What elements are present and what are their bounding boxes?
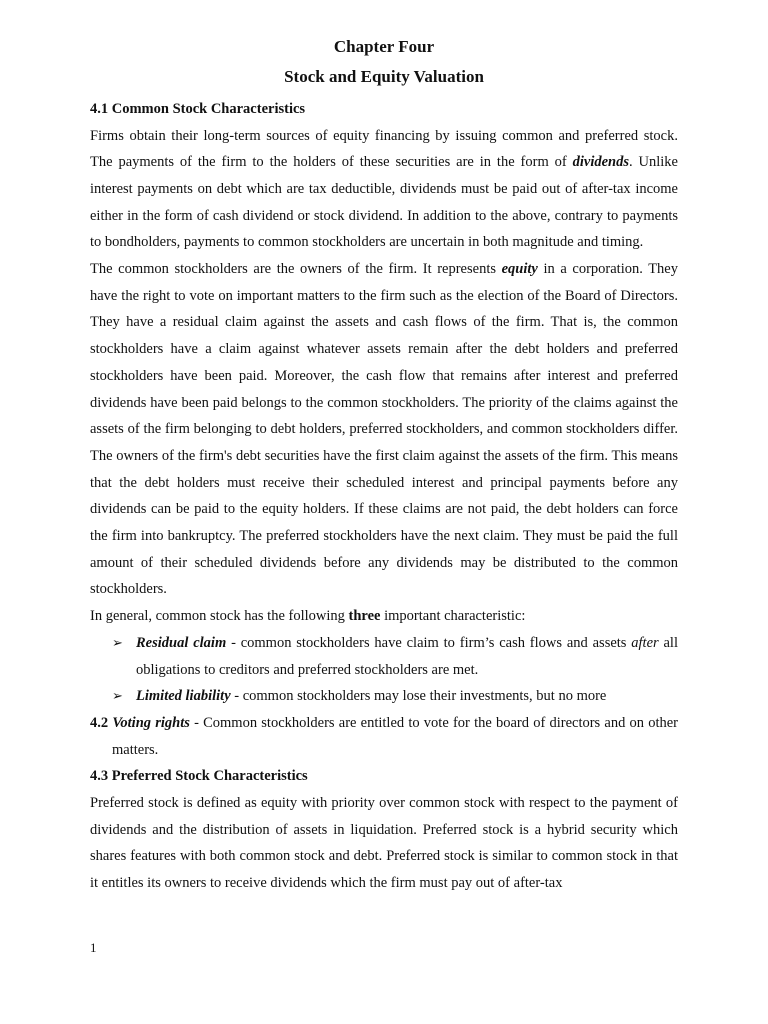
- arrow-bullet-icon: ➢: [112, 688, 123, 704]
- section-4-1-heading: 4.1 Common Stock Characteristics: [90, 101, 306, 117]
- paragraph-4: Preferred stock is defined as equity with priority over common stock with respect to the payment of dividends and the distribution of assets in liquidation. Preferred stock is a hybrid security which shares features with both common stock and debt. Preferred stock is similar to common stock in that it entitles its owners to receive dividends which the firm must pay out of after-tax: [90, 794, 678, 891]
- term-after: after: [631, 634, 659, 651]
- residual-claim-text-a: - common stockholders have claim to firm’s cash flows and assets: [226, 634, 632, 651]
- paragraph-1-text-c: . Unlike interest payments on debt which are tax deductible, dividends must be paid out of after-tax income either in the form of cash dividend or stock dividend. In addition to the above, contrary to payments to bondholders, payments to common stockholders are uncertain in both magnitude and timing.: [90, 154, 678, 251]
- list-item: [112, 683, 678, 710]
- term-equity: equity: [501, 261, 538, 278]
- term-residual-claim: Residual claim: [136, 634, 227, 651]
- term-three: three: [348, 608, 381, 625]
- page-number: 1: [90, 940, 97, 955]
- chapter-heading: Chapter Four: [333, 37, 435, 56]
- term-limited-liability: Limited liability: [136, 688, 231, 705]
- term-voting-rights: Voting rights: [112, 714, 190, 731]
- list-item: [112, 630, 678, 683]
- arrow-bullet-icon: ➢: [112, 634, 123, 650]
- paragraph-1-text-a: Firms obtain their long-term sources of equity financing by issuing common and preferred stock. The payments of the firm to the holders of these securities are in the form of: [90, 127, 678, 171]
- paragraph-3-text-c: important characteristic:: [380, 608, 526, 625]
- residual-claim-text-b: all obligations to creditors and preferred stockholders are met.: [136, 634, 678, 678]
- voting-rights-text: - Common stockholders are entitled to vote for the board of directors and on other matters.: [112, 714, 679, 758]
- term-dividends: dividends: [572, 154, 629, 171]
- paragraph-1: [90, 123, 678, 257]
- paragraph-3-text-a: In general, common stock has the following: [90, 608, 349, 625]
- section-4-3-heading: 4.3 Preferred Stock Characteristics: [90, 768, 308, 785]
- paragraph-2: [90, 256, 678, 603]
- characteristics-list: [90, 630, 678, 710]
- limited-liability-text: - common stockholders may lose their investments, but no more: [230, 688, 607, 705]
- chapter-title: Stock and Equity Valuation: [284, 67, 484, 86]
- section-4-2-paragraph: [90, 710, 678, 763]
- paragraph-2-text-a: The common stockholders are the owners of the firm. It represents: [90, 261, 502, 278]
- paragraph-3: [90, 603, 678, 630]
- paragraph-2-text-c: in a corporation. They have the right to vote on important matters to the firm such as the election of the Board of Directors. They have a residual claim against the assets and cash flows of the firm. That is, the common stockholders have a claim against whatever assets remain after the debt holders and preferred stockholders have been paid. Moreover, the cash flow that remains after interest and preferred dividends have been paid belongs to the common stockholders. The priority of the claims against the assets of the firm belonging to debt holders, preferred stockholders, and common stockholders differ. The owners of the firm's debt securities have the first claim against the assets of the firm. This means that the debt holders must receive their scheduled interest and principal payments before any dividends can be paid to the equity holders. If these claims are not paid, the debt holders can force the firm into bankruptcy. The preferred stockholders have the next claim. They must be paid the full amount of their scheduled dividends before any dividends may be distributed to the common stockholders.: [90, 261, 678, 598]
- section-4-2-number: 4.2: [90, 714, 109, 731]
